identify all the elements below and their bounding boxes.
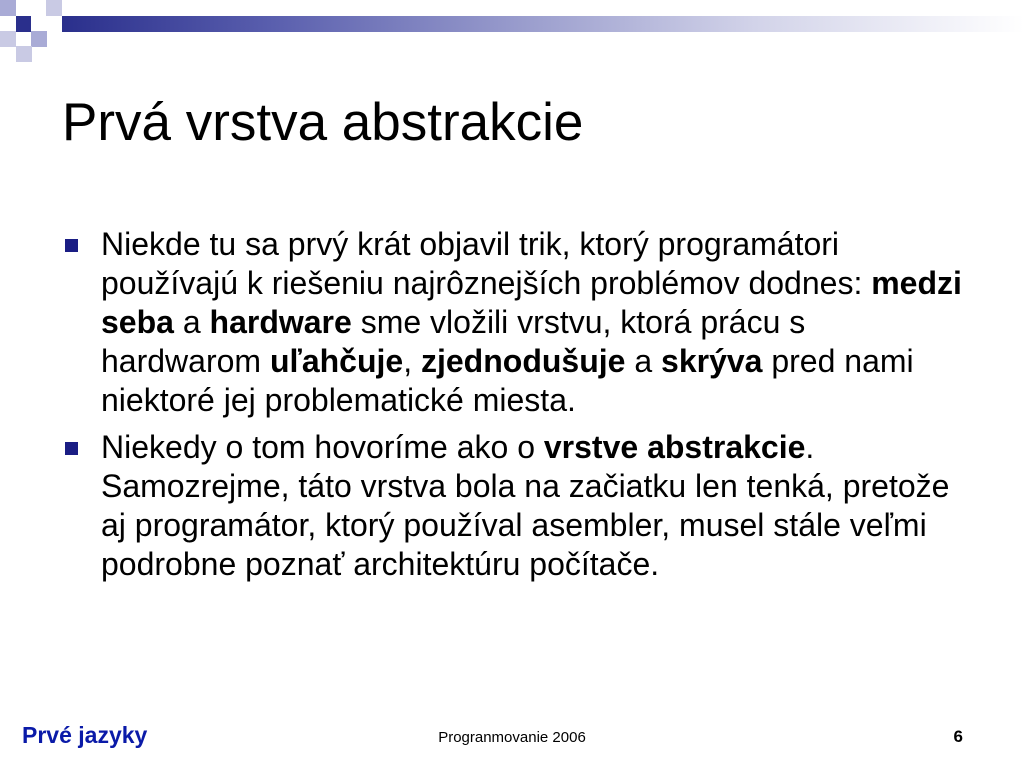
page-number: 6 <box>953 727 963 746</box>
bullet-item <box>62 225 962 420</box>
bullet-text: a <box>625 343 662 379</box>
bullet-text: , <box>403 343 421 379</box>
bold-text: vrstve abstrakcie <box>543 429 806 465</box>
deco-square <box>0 31 16 47</box>
bullet-list <box>62 225 962 592</box>
deco-square <box>46 0 62 16</box>
decorative-squares <box>0 0 80 64</box>
footer-course-name: Progranmovanie 2006 <box>438 729 586 746</box>
bold-text: zjednodušuje <box>420 343 626 379</box>
slide-title: Prvá vrstva abstrakcie <box>62 93 584 152</box>
deco-square <box>16 16 32 32</box>
deco-square <box>16 0 32 16</box>
deco-square <box>31 31 47 47</box>
bullet-item <box>62 428 962 584</box>
bullet-text: pred nami niektoré jej problematické miesta. <box>101 343 914 418</box>
bullet-text: Niekedy o tom hovoríme ako o <box>101 429 544 465</box>
deco-square <box>0 0 16 16</box>
bold-text: skrýva <box>661 343 763 379</box>
bullet-text: a <box>173 304 210 340</box>
deco-square <box>16 46 32 62</box>
bold-text: hardware <box>209 304 352 340</box>
footer-section-title: Prvé jazyky <box>22 722 148 748</box>
square-bullet-icon <box>65 442 78 455</box>
square-bullet-icon <box>65 239 78 252</box>
bullet-text: sme vložili vrstvu, ktorá prácu s hardwarom <box>101 304 806 379</box>
deco-square <box>31 16 47 32</box>
bold-text: medzi seba <box>101 265 962 340</box>
top-gradient-band <box>62 16 1024 32</box>
bold-text: uľahčuje <box>269 343 404 379</box>
bullet-text: Niekde tu sa prvý krát objavil trik, ktorý programátori používajú k riešeniu najrôznejších problémov dodnes: <box>101 226 872 301</box>
bullet-text: . Samozrejme, táto vrstva bola na začiatku len tenká, pretože aj programátor, ktorý používal asembler, musel stále veľmi podrobne poznať architektúru počítače. <box>101 429 950 582</box>
